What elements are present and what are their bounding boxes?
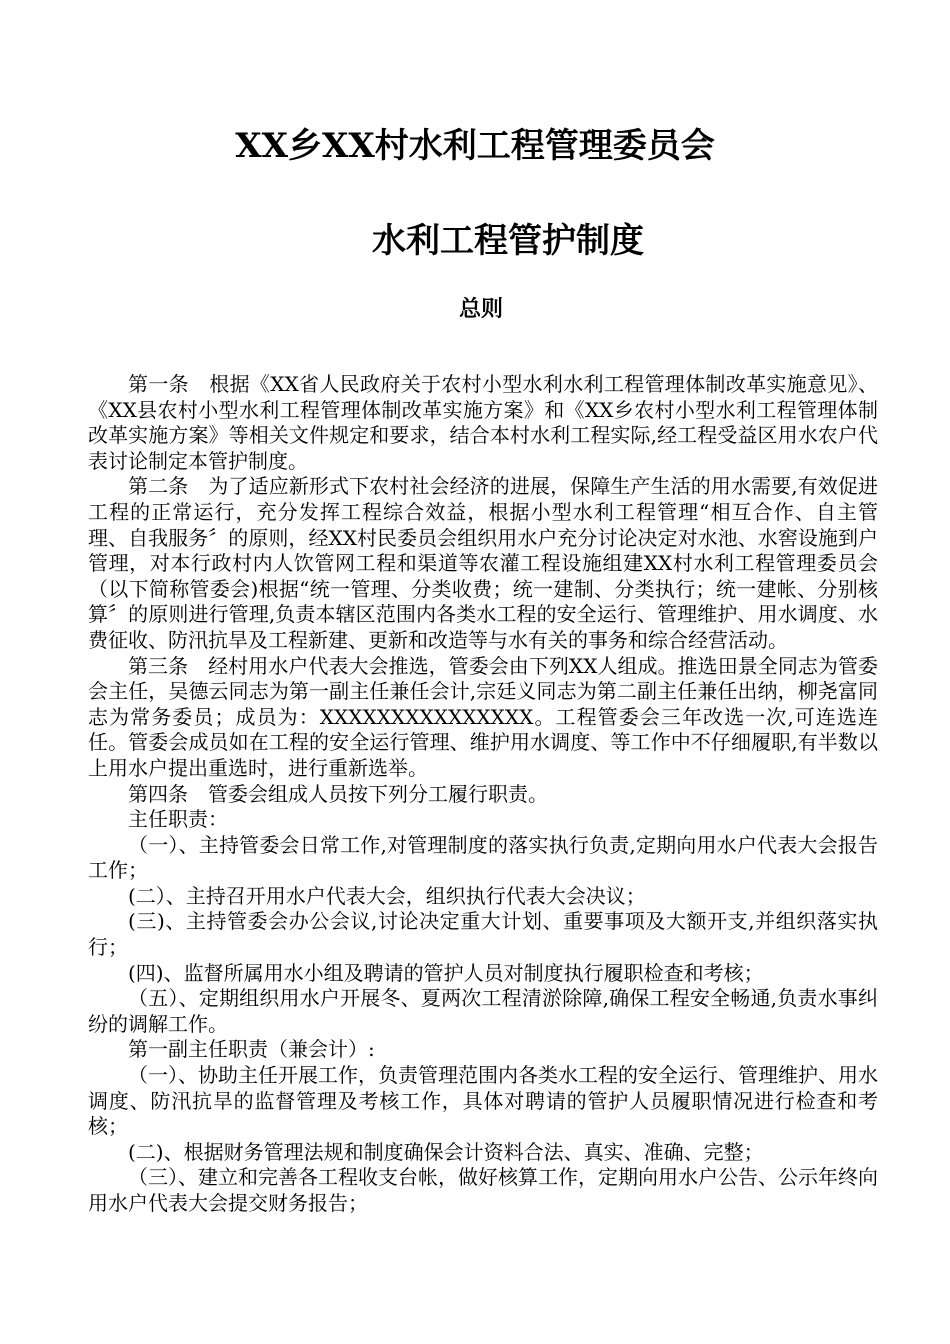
director-duty-item: (四)、监督所属用水小组及聘请的管护人员对制度执行履职检查和考核； bbox=[128, 960, 764, 985]
document-title: XX乡XX村水利工程管理委员会 bbox=[235, 126, 715, 166]
paragraph-article-4: 第四条 管委会组成人员按下列分工履行职责。 bbox=[128, 781, 548, 806]
paragraph-article-3: 第三条 经村用水户代表大会推选，管委会由下列XX人组成。推选田景全同志为管委会主任，吴德云同志为第一副主任兼任会计,宗廷义同志为第二副主任兼任出纳，柳尧富同志为常务委员；成员为：XXXXXXXXXXXXXXX。工程管委会三年改选一次,可连选连任。管委会成员如在工程的安全运行管理、维护用水调度、等工作中不仔细履职,有半数以上用水户提出重选时，进行重新选举。 bbox=[88, 653, 878, 780]
director-duty-item: (二）、主持召开用水户代表大会，组织执行代表大会决议； bbox=[128, 883, 646, 908]
director-duties-heading: 主任职责： bbox=[128, 807, 228, 832]
document-subtitle: 水利工程管护制度 bbox=[372, 221, 644, 261]
director-duty-item: （五）、定期组织用水户开展冬、夏两次工程清淤除障,确保工程安全畅通,负责水事纠纷的调解工作。 bbox=[88, 986, 878, 1036]
deputy-duty-item: （一）、协助主任开展工作，负责管理范围内各类水工程的安全运行、管理维护、用水调度、防汛抗旱的监督管理及考核工作，具体对聘请的管护人员履职情况进行检查和考核； bbox=[88, 1063, 878, 1139]
paragraph-article-1: 第一条 根据《XX省人民政府关于农村小型水利水利工程管理体制改革实施意见》、《XX县农村小型水利工程管理体制改革实施方案》和《XX乡农村小型水利工程管理体制改革实施方案》等相关文件规定和要求，结合本村水利工程实际,经工程受益区用水农户代表讨论制定本管护制度。 bbox=[88, 372, 878, 473]
director-duty-item: (三)、主持管委会办公会议,讨论决定重大计划、重要事项及大额开支,并组织落实执行； bbox=[88, 909, 878, 960]
document-body bbox=[88, 372, 878, 1217]
deputy-duty-item: (二)、根据财务管理法规和制度确保会计资料合法、真实、准确、完整； bbox=[128, 1139, 764, 1164]
director-duty-item: （一）、主持管委会日常工作,对管理制度的落实执行负责,定期向用水户代表大会报告工作； bbox=[88, 832, 878, 883]
section-heading: 总则 bbox=[458, 297, 503, 322]
deputy-duties-heading: 第一副主任职责（兼会计）: bbox=[128, 1037, 375, 1062]
paragraph-article-2: 第二条 为了适应新形式下农村社会经济的进展，保障生产生活的用水需要,有效促进工程的正常运行，充分发挥工程综合效益，根据小型水利工程管理“相互合作、自主管理、自我服务〞的原则，经XX村民委员会组织用水户充分讨论决定对水池、水窖设施到户管理，对本行政村内人饮管网工程和渠道等农灌工程设施组建XX村水利工程管理委员会（以下简称管委会)根据“统一管理、分类收费；统一建制、分类执行；统一建帐、分别核算〞的原则进行管理,负责本辖区范围内各类水工程的安全运行、管理维护、用水调度、水费征收、防汛抗旱及工程新建、更新和改造等与水有关的事务和综合经营活动。 bbox=[88, 474, 878, 652]
deputy-duty-item: （三）、建立和完善各工程收支台帐，做好核算工作，定期向用水户公告、公示年终向用水户代表大会提交财务报告； bbox=[88, 1165, 878, 1215]
